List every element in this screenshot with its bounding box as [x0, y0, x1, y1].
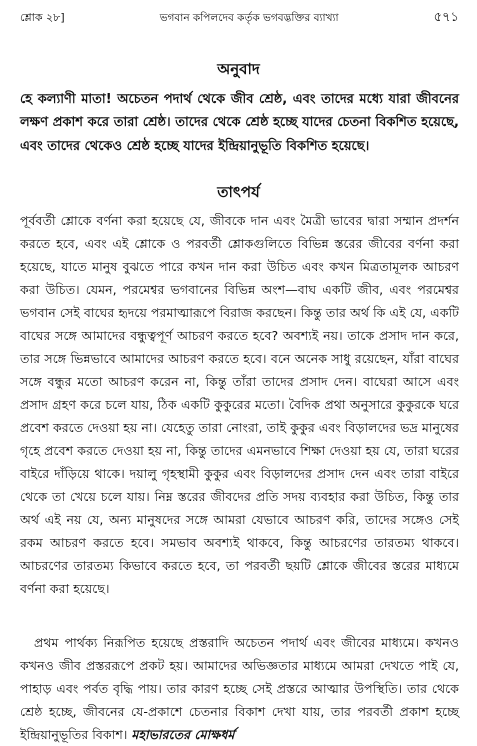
- purport-heading: তাৎপর্য: [217, 183, 260, 201]
- running-header: [20, 8, 459, 28]
- purport-paragraph-2-text: প্রথম পার্থক্য নিরূপিত হয়েছে প্রস্তরাদি অচেতন পদার্থ এবং জীবের মাধ্যমে। কখনও কখনও জীব প্রস্তররূপে প্রকট হয়। আমাদের অভিজ্ঞতার মাধ্যমে আমরা দেখতে পাই যে, পাহাড় এবং পর্বত বৃদ্ধি পায়। তার কারণ হচ্ছে সেই প্রস্তরে আত্মার উপস্থিতি। তার থেকে শ্রেষ্ঠ হচ্ছে, জীবনের যে-প্রকাশে চেতনার বিকাশ দেখা যায়, তার পরবর্তী প্রকাশ হচ্ছে ইন্দ্রিয়ানুভূতির বিকাশ।: [20, 635, 459, 742]
- purport-paragraph-1: পূর্ববর্তী শ্লোকে বর্ণনা করা হয়েছে যে, জীবকে দান এবং মৈত্রী ভাবের দ্বারা সম্মান প্রদর্শন করতে হবে, এবং এই শ্লোকে ও পরবর্তী শ্লোকগুলিতে বিভিন্ন স্তরের জীবের বর্ণনা করা হয়েছে, যাতে মানুষ বুঝতে পারে কখন দান করা উচিত এবং কখন মিত্রতামূলক আচরণ করা উচিত। যেমন, পরমেশ্বর ভগবানের বিভিন্ন অংশ—বাঘ একটি জীব, এবং পরমেশ্বর ভগবান সেই বাঘের হৃদয়ে পরমাত্মারূপে বিরাজ করছেন। কিন্তু তার অর্থ কি এই যে, একটি বাঘের সঙ্গে আমাদের বন্ধুত্বপূর্ণ আচরণ করতে হবে? অবশ্যই নয়। তাকে প্রসাদ দান করে, তার সঙ্গে ভিন্নভাবে আমাদের আচরণ করতে হবে। বনে অনেক সাধু রয়েছেন, যাঁরা বাঘের সঙ্গে বন্ধুর মতো আচরণ করেন না, কিন্তু তাঁরা তাদের প্রসাদ দেন। বাঘেরা আসে এবং প্রসাদ গ্রহণ করে চলে যায়, ঠিক একটি কুকুরের মতো। বৈদিক প্রথা অনুসারে কুকুরকে ঘরে প্রবেশ করতে দেওয়া হয় না। যেহেতু তারা নোংরা, তাই কুকুর এবং বিড়ালদের ভদ্র মানুষের গৃহে প্রবেশ করতে দেওয়া হয় না, কিন্তু তাদের এমনভাবে শিক্ষা দেওয়া হয় যে, তারা ঘরের বাইরে দাঁড়িয়ে থাকে। দয়ালু গৃহস্থামী কুকুর এবং বিড়ালদের প্রসাদ দেন এবং তারা বাইরে থেকে তা খেয়ে চলে যায়। নিম্ন স্তরের জীবদের প্রতি সদয় ব্যবহার করা উচিত, কিন্তু তার অর্থ এই নয় যে, অন্য মানুষদের সঙ্গে আমরা যেভাবে আচরণ করি, তাদের সঙ্গেও সেই রকম আচরণ করতে হবে। সমভাব অবশ্যই থাকবে, কিন্তু আচরণের তারতম্য থাকবে। আচরণের তারতম্য কিভাবে করতে হবে, তা পরবর্তী ছয়টি শ্লোকে জীবের স্তরের মাধ্যমে বর্ণনা করা হয়েছে।: [20, 213, 459, 596]
- purport-paragraph-2-italic: মহাভারতের মোক্ষধর্ম: [131, 727, 235, 742]
- page-number: ৫৭১: [433, 10, 459, 25]
- translation-heading: অনুবাদ: [217, 60, 260, 78]
- header-chapter-title: ভগবান কপিলদেব কর্তৃক ভগবদ্ভক্তির ব্যাখ্যা: [159, 12, 339, 24]
- purport-paragraph-2: [20, 631, 459, 746]
- header-verse-ref: শ্লোক ২৮]: [20, 11, 65, 24]
- translation-text: হে কল্যাণী মাতা! অচেতন পদার্থ থেকে জীব শ্রেষ্ঠ, এবং তাদের মধ্যে যারা জীবনের লক্ষণ প্রকাশ করে তারা শ্রেষ্ঠ। তাদের থেকে শ্রেষ্ঠ হচ্ছে যাদের চেতনা বিকশিত হয়েছে, এবং তাদের থেকেও শ্রেষ্ঠ হচ্ছে যাদের ইন্দ্রিয়ানুভূতি বিকশিত হয়েছে।: [20, 92, 459, 154]
